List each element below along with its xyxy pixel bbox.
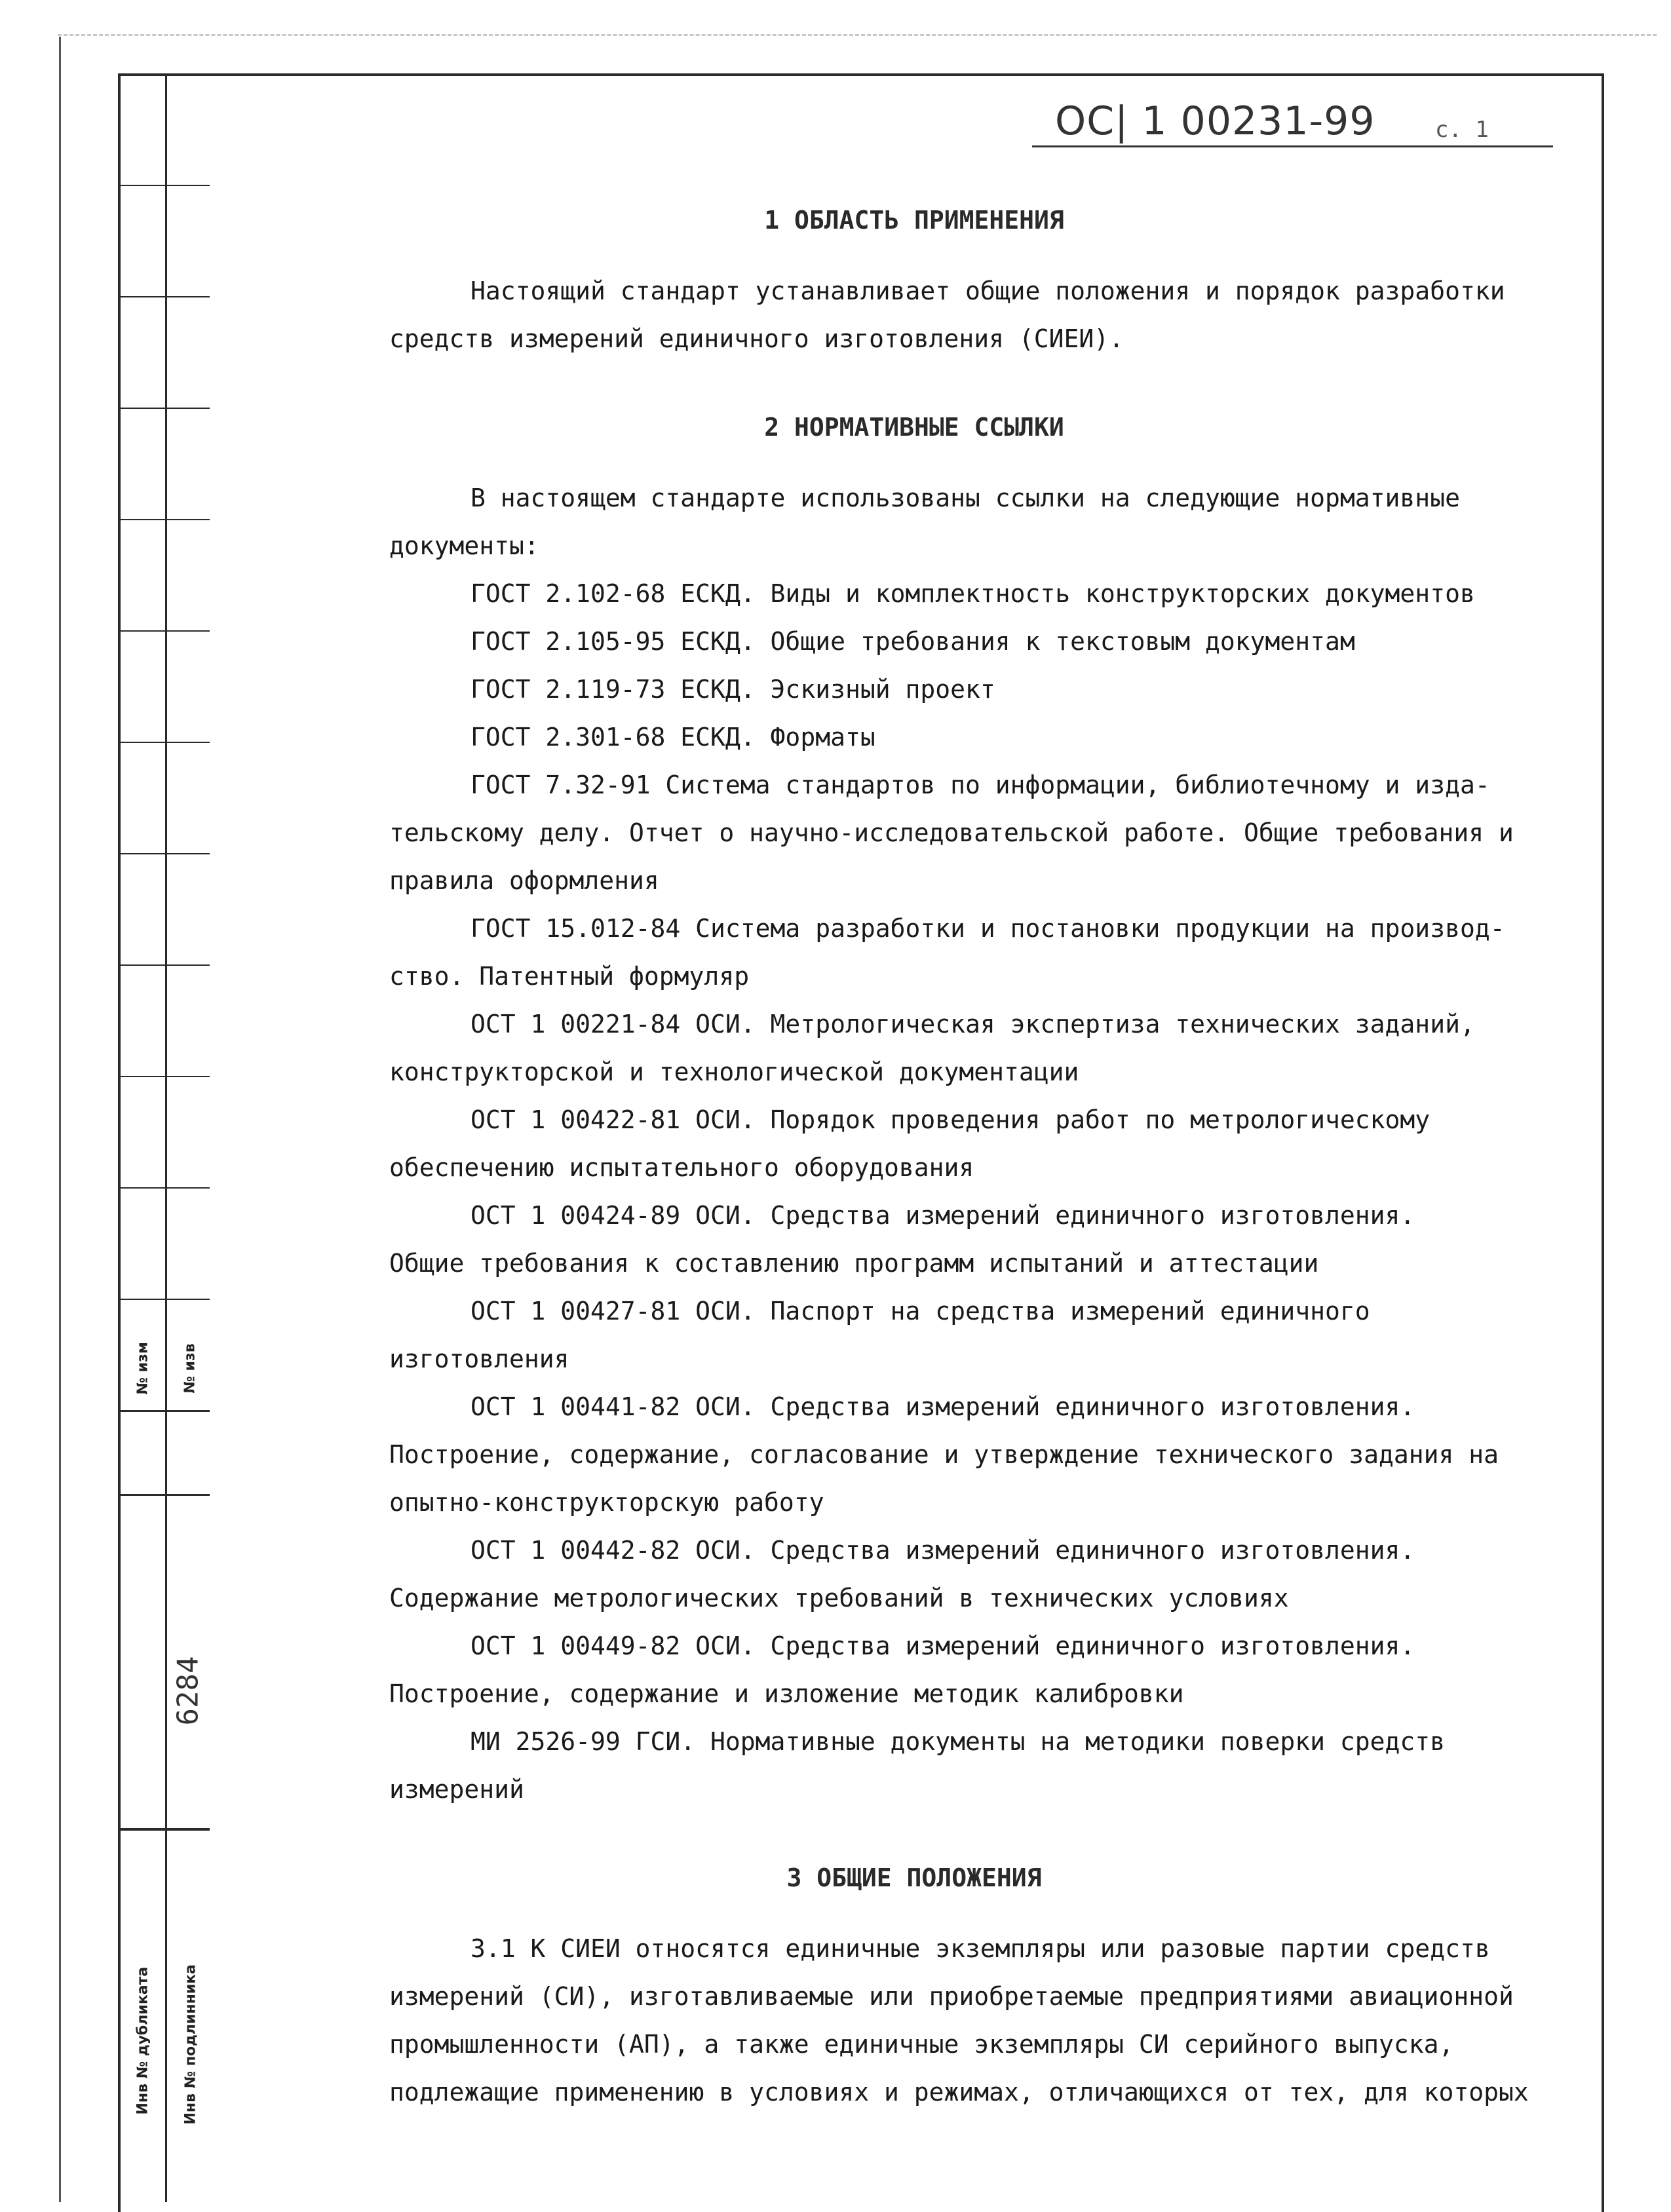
text-line: В настоящем стандарте использованы ссылки на следующие нормативные — [471, 484, 1460, 512]
reference-line: конструкторской и технологической документации — [389, 1058, 1079, 1086]
strip-rule — [118, 630, 210, 632]
reference-line: ОСТ 1 00449-82 ОСИ. Средства измерений единичного изготовления. — [471, 1631, 1415, 1660]
strip-rule — [118, 853, 210, 854]
reference-line: Содержание метрологических требований в технических условиях — [389, 1584, 1289, 1612]
reference-line: правила оформления — [389, 866, 659, 895]
paragraph — [308, 474, 1514, 1814]
strip-rule — [118, 408, 210, 409]
strip-rule — [118, 1187, 210, 1189]
strip-rule — [118, 519, 210, 520]
reference-line: изготовления — [389, 1344, 569, 1373]
reference-line: ОСТ 1 00427-81 ОСИ. Паспорт на средства измерений единичного — [471, 1297, 1370, 1325]
reference-line: МИ 2526-99 ГСИ. Нормативные документы на методики поверки средств — [471, 1727, 1446, 1756]
paragraph — [308, 1925, 1529, 2116]
doc-no-label: № изв — [182, 1343, 199, 1394]
strip-rule — [118, 1828, 210, 1831]
scan-edge-left — [59, 37, 61, 2202]
strip-rule — [118, 185, 210, 186]
strip-rule — [118, 742, 210, 743]
strip-rule — [118, 296, 210, 297]
reference-line: ГОСТ 7.32-91 Система стандартов по информации, библиотечному и изда- — [471, 771, 1490, 799]
strip-rule — [118, 1410, 210, 1412]
document-code: ОС| 1 00231-99 — [1055, 98, 1375, 144]
reference-line: тельскому делу. Отчет о научно-исследовательской работе. Общие требования и — [389, 818, 1514, 847]
reference-line: Построение, содержание, согласование и утверждение технического задания на — [389, 1440, 1499, 1469]
reference-line: измерений — [389, 1775, 524, 1804]
reference-line: ОСТ 1 00442-82 ОСИ. Средства измерений единичного изготовления. — [471, 1536, 1415, 1565]
section-heading: 1 ОБЛАСТЬ ПРИМЕНЕНИЯ — [764, 206, 1064, 235]
reference-line: ГОСТ 2.301-68 ЕСКД. Форматы — [471, 723, 875, 752]
header-underline — [1032, 145, 1553, 147]
strip-rule — [118, 1299, 210, 1300]
section-heading: 2 НОРМАТИВНЫЕ ССЫЛКИ — [764, 413, 1064, 442]
text-line: Настоящий стандарт устанавливает общие положения и порядок разработки — [471, 276, 1505, 305]
strip-rule — [118, 1076, 210, 1077]
reference-line: опытно-конструкторскую работу — [389, 1488, 824, 1517]
strip-outer-edge — [118, 73, 121, 2202]
duplicate-inventory-label: Инв № дубликата — [134, 1966, 151, 2115]
reference-line: ГОСТ 15.012-84 Система разработки и постановки продукции на производ- — [471, 914, 1505, 943]
reference-line: ОСТ 1 00424-89 ОСИ. Средства измерений единичного изготовления. — [471, 1201, 1415, 1230]
reference-line: ОСТ 1 00441-82 ОСИ. Средства измерений единичного изготовления. — [471, 1392, 1415, 1421]
text-line: измерений (СИ), изготавливаемые или приобретаемые предприятиями авиационной — [389, 1982, 1514, 2011]
change-no-label: № изм — [134, 1342, 151, 1395]
strip-rule — [118, 1494, 210, 1496]
reference-line: Построение, содержание и изложение методик калибровки — [389, 1679, 1184, 1708]
section-heading: 3 ОБЩИЕ ПОЛОЖЕНИЯ — [786, 1863, 1042, 1892]
text-line: средств измерений единичного изготовления (СИЕИ). — [389, 324, 1124, 353]
text-line: подлежащие применению в условиях и режимах, отличающихся от тех, для которых — [389, 2078, 1529, 2107]
text-line: документы: — [389, 531, 539, 560]
text-line: промышленности (АП), а также единичные экземпляры СИ серийного выпуска, — [389, 2030, 1454, 2059]
inventory-number: 6284 — [171, 1656, 205, 1726]
paragraph — [308, 267, 1505, 363]
reference-line: ОСТ 1 00221-84 ОСИ. Метрологическая экспертиза технических заданий, — [471, 1010, 1475, 1039]
reference-line: ГОСТ 2.119-73 ЕСКД. Эскизный проект — [471, 675, 995, 704]
reference-line: ГОСТ 2.102-68 ЕСКД. Виды и комплектность конструкторских документов — [471, 579, 1475, 608]
original-inventory-label: Инв № подлинника — [182, 1964, 199, 2125]
text-line: 3.1 К СИЕИ относятся единичные экземпляры или разовые партии средств — [471, 1934, 1490, 1963]
reference-line: ОСТ 1 00422-81 ОСИ. Порядок проведения работ по метрологическому — [471, 1105, 1431, 1134]
reference-line: ство. Патентный формуляр — [389, 962, 750, 991]
reference-line: обеспечению испытательного оборудования — [389, 1153, 974, 1182]
strip-rule — [118, 964, 210, 966]
document-body — [308, 197, 1529, 2116]
page-number: с. 1 — [1435, 117, 1489, 143]
strip-divider — [165, 73, 167, 2202]
scan-edge-top — [58, 34, 1657, 36]
reference-line: Общие требования к составлению программ испытаний и аттестации — [389, 1249, 1319, 1278]
reference-line: ГОСТ 2.105-95 ЕСКД. Общие требования к текстовым документам — [471, 627, 1355, 656]
